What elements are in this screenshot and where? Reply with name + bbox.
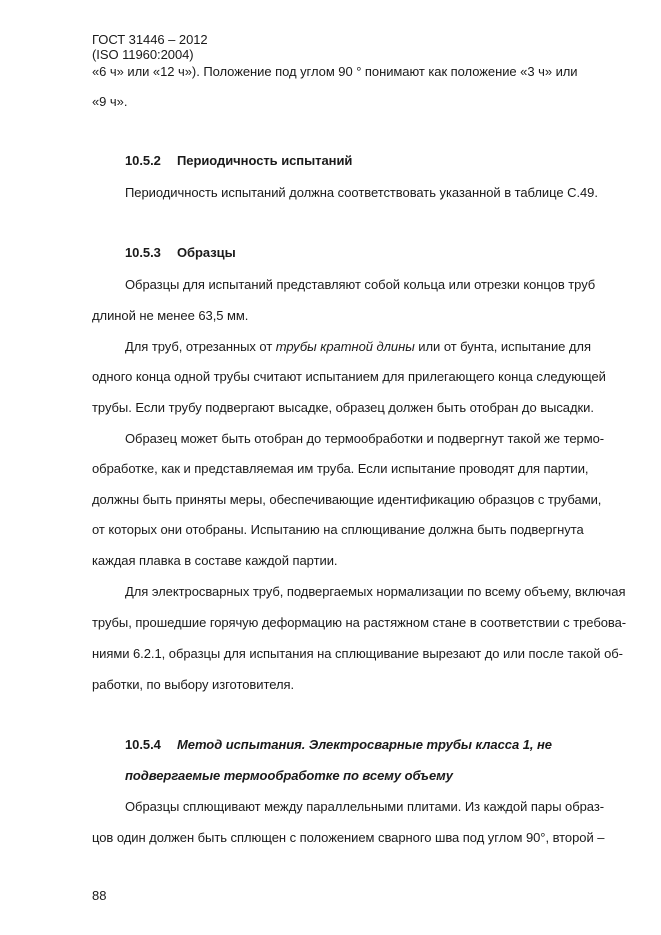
paragraph-line: Для электросварных труб, подвергаемых нормализации по всему объему, включая	[125, 584, 626, 599]
page-number: 88	[92, 888, 107, 903]
section-title: Метод испытания. Электросварные трубы класса 1, не	[177, 737, 552, 752]
section-10-5-2-heading	[125, 153, 352, 169]
paragraph-line: трубы. Если трубу подвергают высадке, образец должен быть отобран до высадки.	[92, 400, 594, 415]
paragraph-line: Образец может быть отобран до термообработки и подвергнут такой же термо-	[125, 431, 605, 446]
paragraph-line: ниями 6.2.1, образцы для испытания на сплющивание вырезают до или после такой об-	[92, 646, 623, 661]
document-iso-reference: (ISO 11960:2004)	[92, 47, 194, 62]
section-title: Периодичность испытаний	[177, 153, 353, 168]
section-number: 10.5.4	[125, 737, 161, 752]
section-10-5-3-heading	[125, 245, 236, 261]
paragraph-line: обработке, как и представляемая им труба. Если испытание проводят для партии,	[92, 461, 589, 476]
paragraph-line: работки, по выбору изготовителя.	[92, 677, 295, 692]
section-number: 10.5.2	[125, 153, 161, 168]
document-standard-code: ГОСТ 31446 – 2012	[92, 32, 208, 47]
text-run: Для труб, отрезанных от	[125, 339, 276, 354]
intro-line-2: «9 ч».	[92, 94, 128, 109]
section-10-5-2-paragraph: Периодичность испытаний должна соответствовать указанной в таблице С.49.	[125, 185, 598, 200]
paragraph-line: Образцы сплющивают между параллельными плитами. Из каждой пары образ-	[125, 799, 605, 814]
paragraph-line: цов один должен быть сплющен с положением сварного шва под углом 90°, второй –	[92, 830, 605, 845]
section-title-continuation: подвергаемые термообработке по всему объему	[125, 768, 453, 783]
section-title: Образцы	[177, 245, 236, 260]
paragraph-line: должны быть приняты меры, обеспечивающие идентификацию образцов с трубами,	[92, 492, 602, 507]
section-number: 10.5.3	[125, 245, 161, 260]
text-run: или от бунта, испытание для	[414, 339, 591, 354]
paragraph-line: от которых они отобраны. Испытанию на сплющивание должна быть подвергнута	[92, 522, 584, 537]
paragraph-line: длиной не менее 63,5 мм.	[92, 308, 249, 323]
paragraph-line: Образцы для испытаний представляют собой кольца или отрезки концов труб	[125, 277, 596, 292]
paragraph-line: одного конца одной трубы считают испытанием для прилегающего конца следующей	[92, 369, 606, 384]
paragraph-line: каждая плавка в составе каждой партии.	[92, 553, 338, 568]
section-10-5-4-heading	[125, 737, 552, 753]
paragraph-line	[125, 339, 591, 355]
intro-line-1: «6 ч» или «12 ч»). Положение под углом 90 ° понимают как положение «3 ч» или	[92, 64, 578, 79]
paragraph-line: трубы, прошедшие горячую деформацию на растяжном стане в соответствии с требова-	[92, 615, 627, 630]
italic-term: трубы кратной длины	[275, 339, 415, 354]
